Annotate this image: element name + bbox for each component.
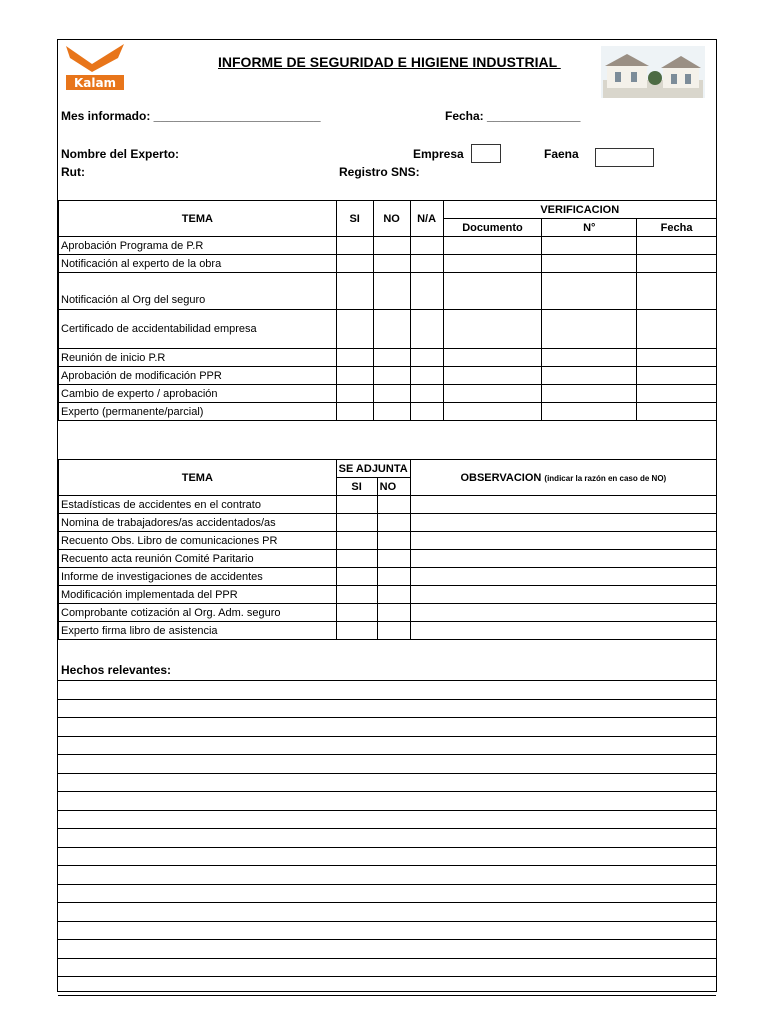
hechos-relevantes-label: Hechos relevantes: [61,663,172,677]
row-label: Nomina de trabajadores/as accidentados/as [59,514,337,532]
faena-input[interactable] [595,148,654,167]
row-label: Experto (permanente/parcial) [59,403,337,421]
verificacion-header: VERIFICACION [443,201,716,219]
observacion-header [410,460,716,496]
writing-line[interactable] [58,865,716,866]
table-row [59,255,717,273]
logo-text: Kalam [73,76,117,90]
page-title: INFORME DE SEGURIDAD E HIGIENE INDUSTRIAL [218,54,561,70]
tema-header: TEMA [59,201,337,237]
table-row [59,273,717,310]
table-row [59,367,717,385]
faena-label: Faena [544,147,579,161]
observacion-label: OBSERVACION [460,471,542,484]
verification-table [58,200,717,421]
si2-header: SI [336,478,377,496]
writing-line[interactable] [58,847,716,848]
row-label: Recuento Obs. Libro de comunicaciones PR [59,532,337,550]
writing-line[interactable] [58,680,716,681]
attachments-table [58,459,717,640]
row-label: Aprobación de modificación PPR [59,367,337,385]
writing-line[interactable] [58,828,716,829]
empresa-label: Empresa [413,147,464,161]
writing-line[interactable] [58,976,716,977]
writing-line[interactable] [58,717,716,718]
tema2-header: TEMA [59,460,337,496]
table-row [59,496,717,514]
table-row [59,514,717,532]
writing-line[interactable] [58,921,716,922]
writing-line[interactable] [58,884,716,885]
row-label: Estadísticas de accidentes en el contrato [59,496,337,514]
row-label: Informe de investigaciones de accidentes [59,568,337,586]
writing-line[interactable] [58,736,716,737]
documento-header: Documento [443,219,542,237]
si-header: SI [336,201,373,237]
writing-line[interactable] [58,791,716,792]
row-label: Cambio de experto / aprobación [59,385,337,403]
writing-line[interactable] [58,902,716,903]
se-adjunta-header: SE ADJUNTA [336,460,410,478]
na-header: N/A [410,201,443,237]
rut-label: Rut: [61,165,85,179]
row-label: Aprobación Programa de P.R [59,237,337,255]
table-row [59,349,717,367]
report-sheet [57,39,717,992]
writing-line[interactable] [58,810,716,811]
fecha-field[interactable]: Fecha: ______________ [445,109,581,123]
row-label: Notificación al Org del seguro [59,273,337,310]
fecha-header: Fecha [637,219,717,237]
table-row [59,237,717,255]
registro-sns-label: Registro SNS: [339,165,420,179]
mes-informado-field[interactable]: Mes informado: _________________________ [61,109,321,123]
writing-line[interactable] [58,995,716,996]
writing-line[interactable] [58,754,716,755]
writing-line[interactable] [58,699,716,700]
writing-line[interactable] [58,773,716,774]
experto-label: Nombre del Experto: [61,147,180,161]
observacion-note: (indicar la razón en caso de NO) [544,473,667,483]
no-header: NO [373,201,410,237]
table-row [59,550,717,568]
kalam-logo [64,42,126,92]
numero-header: N° [542,219,637,237]
row-label: Notificación al experto de la obra [59,255,337,273]
empresa-input[interactable] [471,144,501,163]
table-row [59,532,717,550]
table-row [59,385,717,403]
table-row [59,622,717,640]
row-label: Modificación implementada del PPR [59,586,337,604]
table-row [59,586,717,604]
row-label: Certificado de accidentabilidad empresa [59,310,337,349]
row-label: Reunión de inicio P.R [59,349,337,367]
table-row [59,604,717,622]
writing-line[interactable] [58,939,716,940]
table-row [59,403,717,421]
no2-header: NO [377,478,410,496]
writing-line[interactable] [58,958,716,959]
row-label: Experto firma libro de asistencia [59,622,337,640]
row-label: Recuento acta reunión Comité Paritario [59,550,337,568]
row-label: Comprobante cotización al Org. Adm. seguro [59,604,337,622]
building-photo [601,46,705,98]
table-row [59,568,717,586]
table-row [59,310,717,349]
